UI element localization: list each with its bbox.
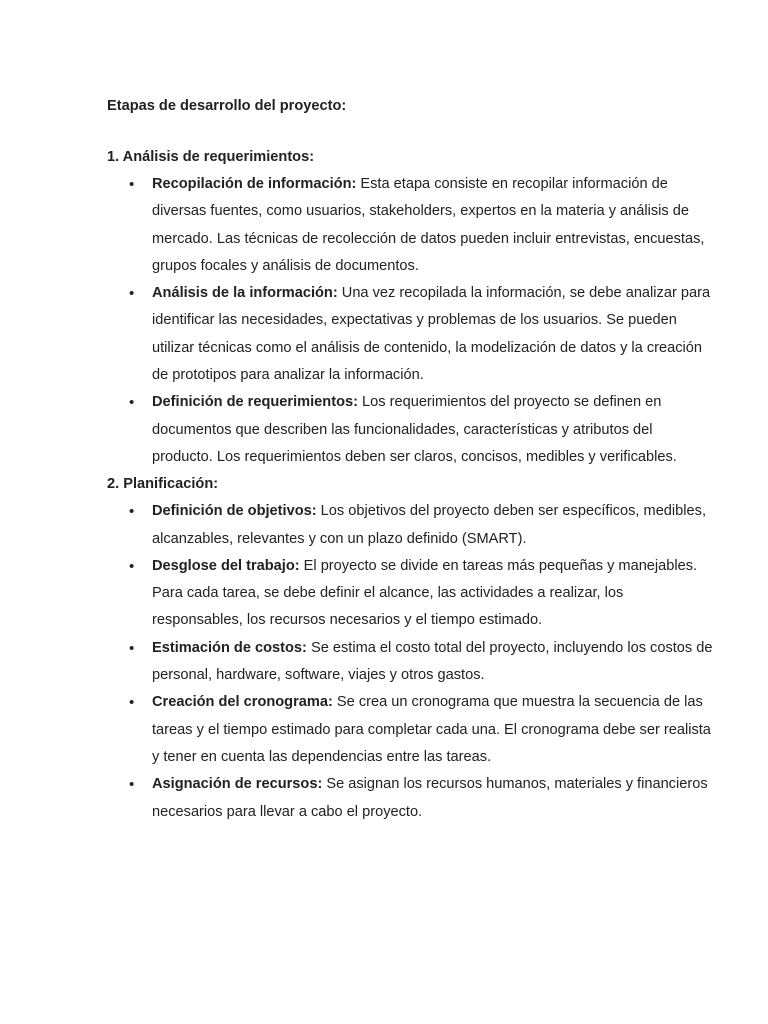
bullet-icon: • bbox=[129, 639, 135, 657]
bullet-icon: • bbox=[129, 776, 135, 794]
bullet-icon: • bbox=[129, 694, 135, 712]
bullet-icon: • bbox=[129, 176, 135, 193]
list-item bbox=[107, 280, 713, 389]
item-text: Se crea un cronograma que muestra la secuencia de las tareas y el tiempo estimado para completar cada una. El cronograma debe ser realista y tener en cuenta las dependencias entre las tareas. bbox=[152, 694, 711, 765]
item-text: El proyecto se divide en tareas más pequeñas y manejables. Para cada tarea, se debe definir el alcance, las actividades a realizar, los responsables, los recursos necesarios y el tiempo estimado. bbox=[152, 557, 698, 629]
item-label: Definición de requerimientos: bbox=[152, 394, 358, 411]
item-text: Los requerimientos del proyecto se definen en documentos que describen las funcionalidades, características y atributos del producto. Los requerimientos deben ser claros, concisos, medibles y verificables. bbox=[152, 394, 677, 465]
list-item bbox=[107, 389, 713, 471]
item-text: Esta etapa consiste en recopilar información de diversas fuentes, como usuarios, stakeholders, expertos en la materia y análisis de mercado. Las técnicas de recolección de datos pueden incluir entrevistas, encuestas, grupos focales y análisis de documentos. bbox=[152, 176, 705, 274]
list-item bbox=[107, 689, 713, 771]
bullet-icon: • bbox=[129, 557, 135, 575]
list-item bbox=[107, 498, 713, 553]
list-item bbox=[107, 635, 713, 690]
item-text: Se estima el costo total del proyecto, incluyendo los costos de personal, hardware, software, viajes y otros gastos. bbox=[152, 639, 713, 684]
bullet-icon: • bbox=[129, 285, 135, 303]
bullet-icon: • bbox=[129, 503, 135, 521]
item-label: Definición de objetivos: bbox=[152, 503, 317, 520]
document-title: Etapas de desarrollo del proyecto: bbox=[107, 98, 347, 114]
item-text: Se asignan los recursos humanos, materiales y financieros necesarios para llevar a cabo el proyecto. bbox=[152, 776, 708, 820]
item-label: Estimación de costos: bbox=[152, 639, 307, 656]
item-label: Asignación de recursos: bbox=[152, 776, 323, 793]
bullet-icon: • bbox=[129, 394, 135, 412]
item-text: Una vez recopilada la información, se debe analizar para identificar las necesidades, expectativas y problemas de los usuarios. Se pueden utilizar técnicas como el análisis de contenido, la modelización de datos y la creación de prototipos para analizar la información. bbox=[152, 285, 711, 384]
list-item bbox=[107, 171, 713, 280]
bullet-list bbox=[107, 498, 713, 826]
item-text: Los objetivos del proyecto deben ser específicos, medibles, alcanzables, relevantes y con un plazo definido (SMART). bbox=[152, 503, 706, 547]
item-label: Creación del cronograma: bbox=[152, 694, 333, 711]
item-label: Desglose del trabajo: bbox=[152, 557, 300, 574]
list-item bbox=[107, 553, 713, 635]
item-label: Análisis de la información: bbox=[152, 285, 338, 302]
section-heading: 2. Planificación: bbox=[107, 476, 219, 493]
bullet-list bbox=[107, 171, 711, 471]
section-heading: 1. Análisis de requerimientos: bbox=[107, 149, 315, 165]
list-item bbox=[107, 771, 713, 826]
item-label: Recopilación de información: bbox=[152, 176, 357, 192]
